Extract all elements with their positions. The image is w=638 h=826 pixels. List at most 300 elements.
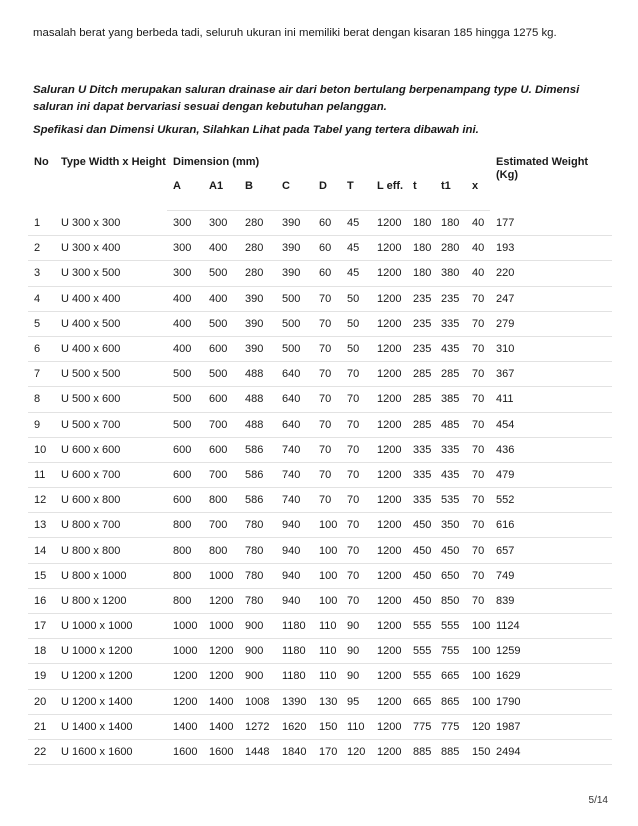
cell-a1: 1000 (203, 614, 239, 639)
cell-type: U 600 x 800 (55, 488, 167, 513)
cell-c: 1180 (276, 639, 313, 664)
cell-t-upper: 70 (341, 588, 371, 613)
cell-no: 3 (28, 261, 55, 286)
cell-b: 900 (239, 614, 276, 639)
cell-t-lower: 775 (407, 714, 435, 739)
cell-l-eff: 1200 (371, 462, 407, 487)
cell-weight: 177 (490, 211, 612, 236)
cell-x: 100 (466, 639, 490, 664)
page-number: 5/14 (588, 795, 608, 806)
cell-weight: 616 (490, 513, 612, 538)
cell-weight: 552 (490, 488, 612, 513)
header-t1: t1 (435, 176, 466, 211)
header-a: A (167, 176, 203, 211)
cell-a: 800 (167, 563, 203, 588)
cell-t-lower: 450 (407, 588, 435, 613)
cell-t-upper: 70 (341, 462, 371, 487)
cell-c: 1840 (276, 739, 313, 764)
cell-t-lower: 235 (407, 336, 435, 361)
cell-no: 17 (28, 614, 55, 639)
cell-a1: 1200 (203, 588, 239, 613)
cell-b: 586 (239, 488, 276, 513)
cell-t-lower: 335 (407, 488, 435, 513)
cell-type: U 800 x 1200 (55, 588, 167, 613)
cell-t-upper: 70 (341, 362, 371, 387)
cell-b: 488 (239, 387, 276, 412)
cell-a: 800 (167, 513, 203, 538)
cell-x: 150 (466, 739, 490, 764)
cell-no: 10 (28, 437, 55, 462)
header-t-upper: T (341, 176, 371, 211)
cell-t1: 285 (435, 362, 466, 387)
cell-c: 390 (276, 236, 313, 261)
cell-type: U 1000 x 1000 (55, 614, 167, 639)
cell-t1: 885 (435, 739, 466, 764)
cell-a: 500 (167, 362, 203, 387)
cell-weight: 436 (490, 437, 612, 462)
cell-l-eff: 1200 (371, 614, 407, 639)
cell-b: 900 (239, 639, 276, 664)
cell-t-lower: 335 (407, 437, 435, 462)
table-row (28, 664, 612, 689)
cell-t-upper: 70 (341, 387, 371, 412)
cell-a1: 1600 (203, 739, 239, 764)
cell-d: 170 (313, 739, 341, 764)
cell-x: 70 (466, 336, 490, 361)
cell-l-eff: 1200 (371, 236, 407, 261)
cell-a: 1400 (167, 714, 203, 739)
cell-l-eff: 1200 (371, 588, 407, 613)
cell-type: U 800 x 700 (55, 513, 167, 538)
cell-a1: 1000 (203, 563, 239, 588)
cell-t-lower: 285 (407, 362, 435, 387)
cell-l-eff: 1200 (371, 311, 407, 336)
cell-weight: 1987 (490, 714, 612, 739)
cell-no: 5 (28, 311, 55, 336)
cell-type: U 300 x 500 (55, 261, 167, 286)
cell-a1: 600 (203, 437, 239, 462)
cell-a1: 700 (203, 513, 239, 538)
header-a1: A1 (203, 176, 239, 211)
table-row (28, 488, 612, 513)
cell-a: 600 (167, 462, 203, 487)
cell-t-lower: 555 (407, 664, 435, 689)
cell-a1: 700 (203, 462, 239, 487)
cell-x: 70 (466, 311, 490, 336)
cell-d: 70 (313, 286, 341, 311)
cell-t1: 335 (435, 311, 466, 336)
cell-b: 280 (239, 236, 276, 261)
cell-no: 18 (28, 639, 55, 664)
cell-t-upper: 50 (341, 286, 371, 311)
cell-l-eff: 1200 (371, 286, 407, 311)
cell-t-lower: 285 (407, 412, 435, 437)
cell-no: 4 (28, 286, 55, 311)
cell-no: 1 (28, 211, 55, 236)
cell-c: 940 (276, 513, 313, 538)
cell-t1: 235 (435, 286, 466, 311)
cell-d: 110 (313, 664, 341, 689)
cell-l-eff: 1200 (371, 261, 407, 286)
cell-b: 280 (239, 261, 276, 286)
cell-weight: 1124 (490, 614, 612, 639)
cell-x: 70 (466, 286, 490, 311)
cell-t-lower: 450 (407, 563, 435, 588)
cell-d: 100 (313, 513, 341, 538)
cell-a1: 400 (203, 236, 239, 261)
cell-weight: 411 (490, 387, 612, 412)
cell-x: 40 (466, 261, 490, 286)
cell-x: 100 (466, 614, 490, 639)
cell-c: 390 (276, 261, 313, 286)
cell-type: U 1400 x 1400 (55, 714, 167, 739)
cell-c: 940 (276, 563, 313, 588)
cell-c: 740 (276, 488, 313, 513)
cell-t-lower: 555 (407, 614, 435, 639)
cell-t-upper: 70 (341, 437, 371, 462)
cell-b: 390 (239, 336, 276, 361)
cell-type: U 1200 x 1200 (55, 664, 167, 689)
cell-no: 20 (28, 689, 55, 714)
cell-l-eff: 1200 (371, 362, 407, 387)
cell-no: 8 (28, 387, 55, 412)
cell-weight: 749 (490, 563, 612, 588)
cell-t1: 485 (435, 412, 466, 437)
cell-type: U 600 x 600 (55, 437, 167, 462)
cell-d: 110 (313, 614, 341, 639)
cell-x: 70 (466, 513, 490, 538)
cell-weight: 454 (490, 412, 612, 437)
cell-t-lower: 555 (407, 639, 435, 664)
cell-t-upper: 70 (341, 513, 371, 538)
cell-c: 740 (276, 437, 313, 462)
cell-b: 780 (239, 588, 276, 613)
cell-a1: 300 (203, 211, 239, 236)
cell-t-lower: 180 (407, 211, 435, 236)
cell-l-eff: 1200 (371, 412, 407, 437)
cell-t1: 280 (435, 236, 466, 261)
cell-a1: 1400 (203, 689, 239, 714)
cell-t-lower: 885 (407, 739, 435, 764)
cell-a1: 600 (203, 336, 239, 361)
cell-type: U 400 x 600 (55, 336, 167, 361)
cell-l-eff: 1200 (371, 211, 407, 236)
table-row (28, 563, 612, 588)
cell-d: 70 (313, 387, 341, 412)
header-no: No (34, 156, 49, 168)
cell-no: 21 (28, 714, 55, 739)
cell-x: 70 (466, 437, 490, 462)
cell-t1: 665 (435, 664, 466, 689)
table-row (28, 336, 612, 361)
cell-c: 940 (276, 538, 313, 563)
cell-t1: 385 (435, 387, 466, 412)
cell-type: U 300 x 300 (55, 211, 167, 236)
cell-a: 1200 (167, 664, 203, 689)
cell-a: 500 (167, 387, 203, 412)
table-row (28, 588, 612, 613)
cell-d: 70 (313, 362, 341, 387)
cell-t-upper: 45 (341, 211, 371, 236)
cell-x: 40 (466, 236, 490, 261)
cell-a1: 1200 (203, 639, 239, 664)
cell-d: 70 (313, 412, 341, 437)
cell-c: 640 (276, 412, 313, 437)
table-row (28, 513, 612, 538)
cell-weight: 657 (490, 538, 612, 563)
header-l-eff: L eff. (371, 176, 407, 211)
cell-t-lower: 450 (407, 513, 435, 538)
cell-c: 640 (276, 387, 313, 412)
table-row (28, 462, 612, 487)
table-caption: Spefikasi dan Dimensi Ukuran, Silahkan Lihat pada Tabel yang tertera dibawah ini. (33, 124, 479, 136)
header-c: C (276, 176, 313, 211)
cell-a1: 1200 (203, 664, 239, 689)
cell-a: 800 (167, 538, 203, 563)
cell-a: 1000 (167, 639, 203, 664)
cell-type: U 500 x 600 (55, 387, 167, 412)
cell-a: 500 (167, 412, 203, 437)
cell-c: 740 (276, 462, 313, 487)
table-row (28, 211, 612, 236)
cell-type: U 600 x 700 (55, 462, 167, 487)
cell-l-eff: 1200 (371, 387, 407, 412)
header-dimension: Dimension (mm) (173, 156, 260, 168)
cell-t-upper: 90 (341, 664, 371, 689)
cell-b: 390 (239, 311, 276, 336)
cell-d: 150 (313, 714, 341, 739)
cell-t1: 555 (435, 614, 466, 639)
cell-t1: 380 (435, 261, 466, 286)
cell-c: 500 (276, 286, 313, 311)
header-x: x (466, 176, 490, 211)
cell-l-eff: 1200 (371, 639, 407, 664)
cell-x: 70 (466, 362, 490, 387)
table-row (28, 538, 612, 563)
cell-t-lower: 665 (407, 689, 435, 714)
cell-x: 70 (466, 563, 490, 588)
cell-b: 1448 (239, 739, 276, 764)
cell-weight: 279 (490, 311, 612, 336)
cell-no: 16 (28, 588, 55, 613)
cell-b: 488 (239, 362, 276, 387)
cell-l-eff: 1200 (371, 488, 407, 513)
cell-a: 400 (167, 286, 203, 311)
cell-type: U 500 x 700 (55, 412, 167, 437)
cell-a1: 400 (203, 286, 239, 311)
cell-b: 390 (239, 286, 276, 311)
cell-weight: 1790 (490, 689, 612, 714)
cell-no: 6 (28, 336, 55, 361)
header-t-lower: t (407, 176, 435, 211)
description-paragraph: Saluran U Ditch merupakan saluran drainase air dari beton bertulang berpenampang type U. Dimensi saluran ini dapat bervariasi sesuai dengan kebutuhan pelanggan. (33, 84, 580, 113)
cell-t-lower: 235 (407, 311, 435, 336)
cell-a1: 1400 (203, 714, 239, 739)
cell-weight: 1629 (490, 664, 612, 689)
cell-no: 19 (28, 664, 55, 689)
cell-b: 280 (239, 211, 276, 236)
cell-l-eff: 1200 (371, 437, 407, 462)
cell-d: 60 (313, 211, 341, 236)
cell-b: 780 (239, 513, 276, 538)
cell-t-upper: 70 (341, 488, 371, 513)
table-body (28, 211, 612, 765)
cell-b: 586 (239, 462, 276, 487)
table-row (28, 311, 612, 336)
cell-d: 70 (313, 311, 341, 336)
table-row (28, 739, 612, 764)
cell-l-eff: 1200 (371, 336, 407, 361)
cell-c: 1180 (276, 614, 313, 639)
cell-l-eff: 1200 (371, 714, 407, 739)
cell-a: 1200 (167, 689, 203, 714)
cell-a: 1600 (167, 739, 203, 764)
cell-c: 1390 (276, 689, 313, 714)
cell-a1: 800 (203, 538, 239, 563)
cell-t1: 775 (435, 714, 466, 739)
table-row (28, 437, 612, 462)
cell-t-lower: 450 (407, 538, 435, 563)
cell-d: 70 (313, 462, 341, 487)
cell-weight: 1259 (490, 639, 612, 664)
cell-no: 22 (28, 739, 55, 764)
cell-t-upper: 45 (341, 236, 371, 261)
cell-c: 500 (276, 311, 313, 336)
cell-a: 600 (167, 488, 203, 513)
cell-weight: 310 (490, 336, 612, 361)
cell-t-upper: 70 (341, 412, 371, 437)
cell-t1: 650 (435, 563, 466, 588)
cell-l-eff: 1200 (371, 689, 407, 714)
cell-a1: 500 (203, 362, 239, 387)
cell-weight: 2494 (490, 739, 612, 764)
cell-d: 70 (313, 488, 341, 513)
cell-type: U 1000 x 1200 (55, 639, 167, 664)
cell-d: 100 (313, 538, 341, 563)
cell-c: 1620 (276, 714, 313, 739)
cell-x: 70 (466, 462, 490, 487)
table-row (28, 387, 612, 412)
cell-a: 600 (167, 437, 203, 462)
table-row (28, 614, 612, 639)
cell-c: 390 (276, 211, 313, 236)
cell-no: 7 (28, 362, 55, 387)
cell-a1: 600 (203, 387, 239, 412)
cell-t1: 865 (435, 689, 466, 714)
cell-l-eff: 1200 (371, 513, 407, 538)
cell-type: U 800 x 800 (55, 538, 167, 563)
cell-c: 640 (276, 362, 313, 387)
cell-t-lower: 235 (407, 286, 435, 311)
cell-weight: 193 (490, 236, 612, 261)
cell-x: 40 (466, 211, 490, 236)
cell-no: 2 (28, 236, 55, 261)
cell-d: 60 (313, 236, 341, 261)
cell-t1: 435 (435, 336, 466, 361)
cell-type: U 1600 x 1600 (55, 739, 167, 764)
cell-a: 400 (167, 311, 203, 336)
table-row (28, 714, 612, 739)
cell-x: 120 (466, 714, 490, 739)
cell-d: 130 (313, 689, 341, 714)
cell-c: 1180 (276, 664, 313, 689)
header-d: D (313, 176, 341, 211)
cell-x: 70 (466, 412, 490, 437)
cell-c: 940 (276, 588, 313, 613)
dimension-table (28, 150, 612, 765)
header-b: B (239, 176, 276, 211)
cell-t1: 350 (435, 513, 466, 538)
cell-no: 14 (28, 538, 55, 563)
cell-t1: 450 (435, 538, 466, 563)
cell-d: 70 (313, 336, 341, 361)
cell-c: 500 (276, 336, 313, 361)
cell-b: 780 (239, 563, 276, 588)
cell-a1: 500 (203, 311, 239, 336)
cell-x: 70 (466, 538, 490, 563)
cell-b: 586 (239, 437, 276, 462)
cell-type: U 500 x 500 (55, 362, 167, 387)
cell-weight: 220 (490, 261, 612, 286)
cell-d: 100 (313, 563, 341, 588)
cell-t1: 850 (435, 588, 466, 613)
cell-weight: 479 (490, 462, 612, 487)
cell-l-eff: 1200 (371, 739, 407, 764)
cell-x: 70 (466, 488, 490, 513)
table-row (28, 236, 612, 261)
cell-b: 900 (239, 664, 276, 689)
cell-no: 13 (28, 513, 55, 538)
cell-t-lower: 180 (407, 261, 435, 286)
cell-type: U 400 x 400 (55, 286, 167, 311)
cell-d: 110 (313, 639, 341, 664)
cell-b: 1272 (239, 714, 276, 739)
cell-d: 100 (313, 588, 341, 613)
cell-no: 11 (28, 462, 55, 487)
cell-t-lower: 335 (407, 462, 435, 487)
cell-t-upper: 110 (341, 714, 371, 739)
cell-t1: 435 (435, 462, 466, 487)
cell-t-upper: 45 (341, 261, 371, 286)
cell-t-upper: 90 (341, 614, 371, 639)
cell-type: U 400 x 500 (55, 311, 167, 336)
cell-x: 100 (466, 664, 490, 689)
table-header-row (28, 150, 612, 176)
cell-l-eff: 1200 (371, 563, 407, 588)
table-row (28, 639, 612, 664)
cell-type: U 800 x 1000 (55, 563, 167, 588)
cell-a: 300 (167, 261, 203, 286)
cell-weight: 839 (490, 588, 612, 613)
cell-t1: 335 (435, 437, 466, 462)
cell-t-upper: 120 (341, 739, 371, 764)
cell-t-upper: 50 (341, 311, 371, 336)
cell-d: 70 (313, 437, 341, 462)
cell-no: 12 (28, 488, 55, 513)
cell-a: 300 (167, 236, 203, 261)
cell-t-upper: 50 (341, 336, 371, 361)
cell-t1: 535 (435, 488, 466, 513)
cell-l-eff: 1200 (371, 538, 407, 563)
cell-t-lower: 180 (407, 236, 435, 261)
cell-x: 100 (466, 689, 490, 714)
cell-t-upper: 90 (341, 639, 371, 664)
cell-a1: 700 (203, 412, 239, 437)
cell-weight: 367 (490, 362, 612, 387)
header-type: Type Width x Height (61, 156, 166, 168)
table-row (28, 286, 612, 311)
cell-a1: 800 (203, 488, 239, 513)
